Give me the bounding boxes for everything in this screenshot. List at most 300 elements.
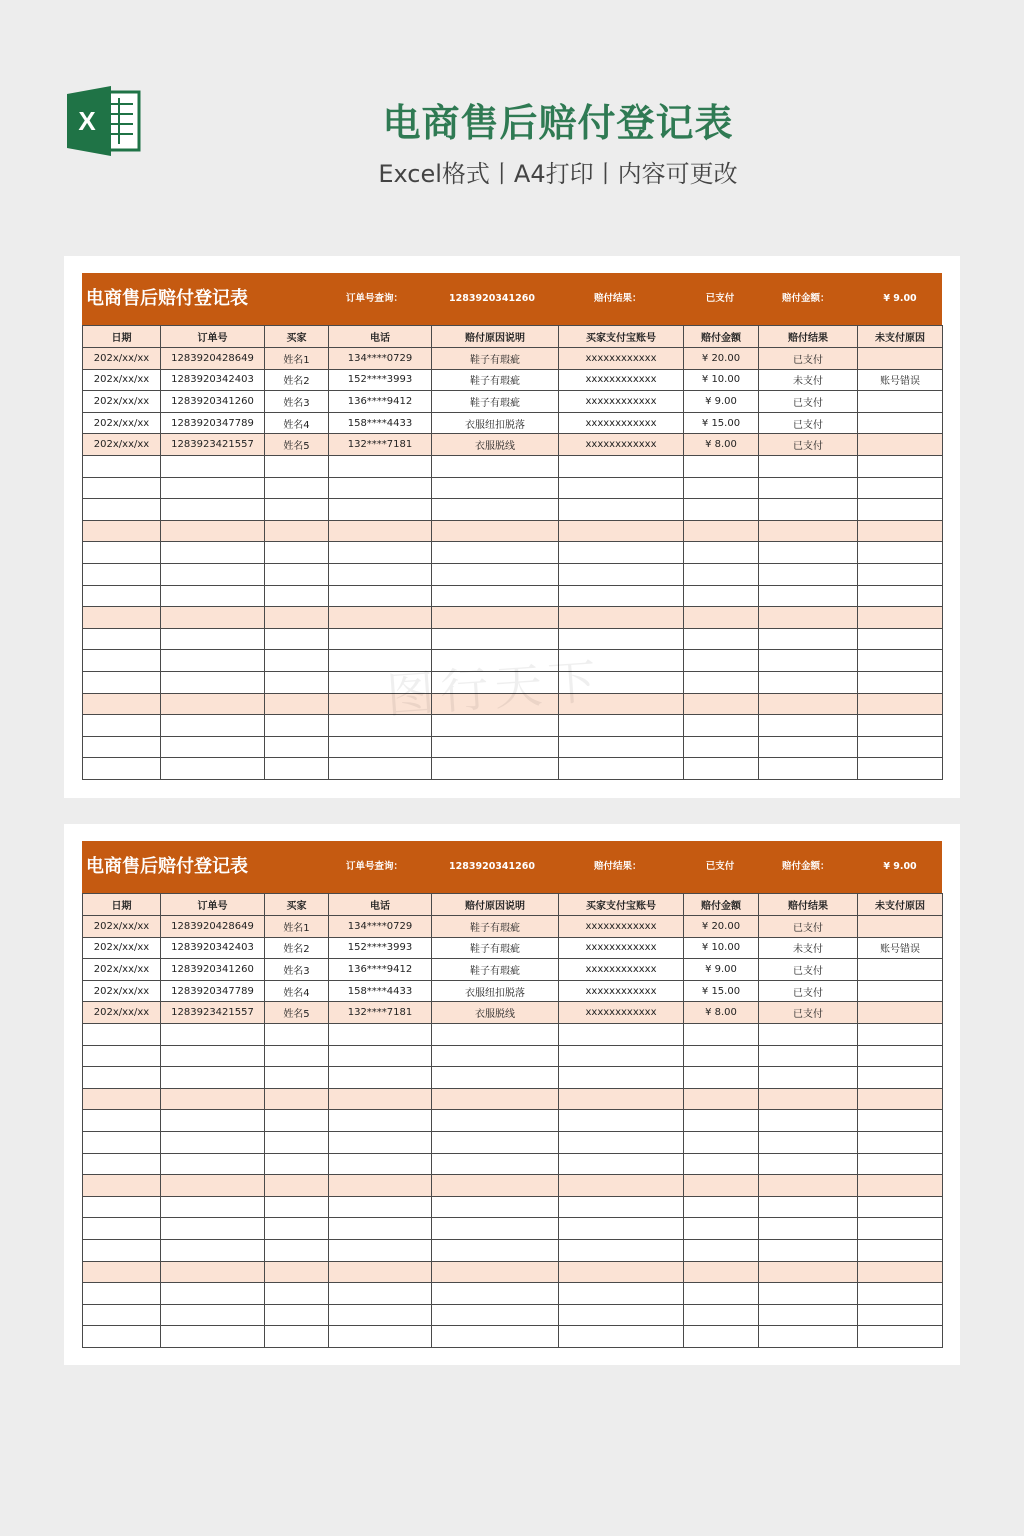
result-cell[interactable]: 已支付 xyxy=(759,916,858,938)
amount-cell[interactable]: ¥ 20.00 xyxy=(684,916,759,938)
result-cell[interactable] xyxy=(759,563,858,585)
amount-cell[interactable] xyxy=(684,650,759,672)
reason-cell[interactable] xyxy=(432,1326,559,1348)
reason-cell[interactable]: 鞋子有瑕疵 xyxy=(432,959,559,981)
phone-cell[interactable] xyxy=(329,542,432,564)
reason-cell[interactable]: 鞋子有瑕疵 xyxy=(432,937,559,959)
phone-cell[interactable]: 134****0729 xyxy=(329,916,432,938)
reason-cell[interactable] xyxy=(432,1175,559,1197)
phone-cell[interactable]: 136****9412 xyxy=(329,391,432,413)
date-cell[interactable] xyxy=(83,671,161,693)
phone-cell[interactable]: 158****4433 xyxy=(329,980,432,1002)
order-number-cell[interactable] xyxy=(161,628,265,650)
order-number-cell[interactable] xyxy=(161,736,265,758)
order-query-value[interactable]: 1283920341260 xyxy=(449,293,535,304)
date-cell[interactable] xyxy=(83,585,161,607)
phone-cell[interactable] xyxy=(329,1023,432,1045)
alipay-account-cell[interactable]: xxxxxxxxxxxx xyxy=(559,937,684,959)
alipay-account-cell[interactable] xyxy=(559,1283,684,1305)
unpaid-reason-cell[interactable] xyxy=(858,542,943,564)
buyer-cell[interactable] xyxy=(265,477,329,499)
unpaid-reason-cell[interactable] xyxy=(858,563,943,585)
amount-cell[interactable] xyxy=(684,758,759,780)
unpaid-reason-cell[interactable] xyxy=(858,1239,943,1261)
buyer-cell[interactable] xyxy=(265,1023,329,1045)
order-number-cell[interactable] xyxy=(161,1067,265,1089)
date-cell[interactable] xyxy=(83,1023,161,1045)
phone-cell[interactable] xyxy=(329,477,432,499)
buyer-cell[interactable] xyxy=(265,1067,329,1089)
date-cell[interactable] xyxy=(83,1261,161,1283)
alipay-account-cell[interactable] xyxy=(559,455,684,477)
phone-cell[interactable] xyxy=(329,758,432,780)
order-number-cell[interactable] xyxy=(161,585,265,607)
buyer-cell[interactable] xyxy=(265,1196,329,1218)
alipay-account-cell[interactable] xyxy=(559,693,684,715)
amount-cell[interactable]: ¥ 15.00 xyxy=(684,980,759,1002)
order-number-cell[interactable]: 1283920347789 xyxy=(161,980,265,1002)
unpaid-reason-cell[interactable] xyxy=(858,477,943,499)
date-cell[interactable] xyxy=(83,542,161,564)
phone-cell[interactable] xyxy=(329,520,432,542)
date-cell[interactable] xyxy=(83,1088,161,1110)
amount-cell[interactable] xyxy=(684,693,759,715)
result-cell[interactable] xyxy=(759,758,858,780)
reason-cell[interactable] xyxy=(432,477,559,499)
phone-cell[interactable] xyxy=(329,1218,432,1240)
result-cell[interactable] xyxy=(759,1023,858,1045)
order-number-cell[interactable] xyxy=(161,1239,265,1261)
phone-cell[interactable] xyxy=(329,563,432,585)
buyer-cell[interactable] xyxy=(265,542,329,564)
order-number-cell[interactable] xyxy=(161,542,265,564)
amount-cell[interactable] xyxy=(684,628,759,650)
order-number-cell[interactable] xyxy=(161,671,265,693)
result-cell[interactable]: 已支付 xyxy=(759,412,858,434)
buyer-cell[interactable]: 姓名3 xyxy=(265,391,329,413)
amount-cell[interactable] xyxy=(684,1131,759,1153)
amount-cell[interactable]: ¥ 9.00 xyxy=(684,391,759,413)
amount-cell[interactable]: ¥ 15.00 xyxy=(684,412,759,434)
order-number-cell[interactable]: 1283920347789 xyxy=(161,412,265,434)
unpaid-reason-cell[interactable] xyxy=(858,1196,943,1218)
alipay-account-cell[interactable] xyxy=(559,1153,684,1175)
amount-cell[interactable] xyxy=(684,715,759,737)
amount-cell[interactable] xyxy=(684,1283,759,1305)
order-number-cell[interactable] xyxy=(161,455,265,477)
unpaid-reason-cell[interactable] xyxy=(858,1088,943,1110)
order-number-cell[interactable]: 1283923421557 xyxy=(161,1002,265,1024)
order-number-cell[interactable] xyxy=(161,1326,265,1348)
unpaid-reason-cell[interactable] xyxy=(858,736,943,758)
reason-cell[interactable]: 鞋子有瑕疵 xyxy=(432,391,559,413)
date-cell[interactable]: 202x/xx/xx xyxy=(83,959,161,981)
buyer-cell[interactable] xyxy=(265,499,329,521)
unpaid-reason-cell[interactable] xyxy=(858,1283,943,1305)
alipay-account-cell[interactable] xyxy=(559,607,684,629)
amount-cell[interactable]: ¥ 10.00 xyxy=(684,369,759,391)
reason-cell[interactable]: 衣服脱线 xyxy=(432,434,559,456)
result-cell[interactable]: 已支付 xyxy=(759,980,858,1002)
buyer-cell[interactable] xyxy=(265,520,329,542)
reason-cell[interactable] xyxy=(432,1196,559,1218)
date-cell[interactable] xyxy=(83,1110,161,1132)
reason-cell[interactable] xyxy=(432,1261,559,1283)
alipay-account-cell[interactable]: xxxxxxxxxxxx xyxy=(559,348,684,370)
date-cell[interactable] xyxy=(83,1239,161,1261)
buyer-cell[interactable] xyxy=(265,715,329,737)
buyer-cell[interactable] xyxy=(265,1304,329,1326)
result-cell[interactable]: 已支付 xyxy=(759,391,858,413)
alipay-account-cell[interactable] xyxy=(559,671,684,693)
date-cell[interactable] xyxy=(83,1153,161,1175)
result-cell[interactable] xyxy=(759,607,858,629)
phone-cell[interactable] xyxy=(329,1261,432,1283)
phone-cell[interactable] xyxy=(329,671,432,693)
alipay-account-cell[interactable] xyxy=(559,499,684,521)
amount-cell[interactable]: ¥ 10.00 xyxy=(684,937,759,959)
phone-cell[interactable]: 132****7181 xyxy=(329,434,432,456)
alipay-account-cell[interactable] xyxy=(559,1218,684,1240)
alipay-account-cell[interactable] xyxy=(559,628,684,650)
alipay-account-cell[interactable] xyxy=(559,758,684,780)
amount-cell[interactable] xyxy=(684,1067,759,1089)
buyer-cell[interactable] xyxy=(265,1153,329,1175)
buyer-cell[interactable] xyxy=(265,1218,329,1240)
amount-cell[interactable] xyxy=(684,1110,759,1132)
reason-cell[interactable]: 鞋子有瑕疵 xyxy=(432,348,559,370)
amount-cell[interactable]: ¥ 8.00 xyxy=(684,1002,759,1024)
result-cell[interactable] xyxy=(759,1218,858,1240)
reason-cell[interactable] xyxy=(432,520,559,542)
date-cell[interactable] xyxy=(83,758,161,780)
result-cell[interactable] xyxy=(759,1088,858,1110)
order-number-cell[interactable] xyxy=(161,520,265,542)
alipay-account-cell[interactable]: xxxxxxxxxxxx xyxy=(559,916,684,938)
unpaid-reason-cell[interactable] xyxy=(858,607,943,629)
alipay-account-cell[interactable] xyxy=(559,1023,684,1045)
order-number-cell[interactable] xyxy=(161,499,265,521)
unpaid-reason-cell[interactable] xyxy=(858,1023,943,1045)
amount-cell[interactable] xyxy=(684,1175,759,1197)
date-cell[interactable] xyxy=(83,1304,161,1326)
order-number-cell[interactable] xyxy=(161,563,265,585)
date-cell[interactable] xyxy=(83,1283,161,1305)
reason-cell[interactable] xyxy=(432,1110,559,1132)
buyer-cell[interactable]: 姓名3 xyxy=(265,959,329,981)
date-cell[interactable]: 202x/xx/xx xyxy=(83,369,161,391)
reason-cell[interactable] xyxy=(432,1304,559,1326)
amount-cell[interactable] xyxy=(684,1304,759,1326)
buyer-cell[interactable] xyxy=(265,563,329,585)
unpaid-reason-cell[interactable] xyxy=(858,1045,943,1067)
order-number-cell[interactable] xyxy=(161,715,265,737)
alipay-account-cell[interactable] xyxy=(559,736,684,758)
phone-cell[interactable] xyxy=(329,607,432,629)
unpaid-reason-cell[interactable] xyxy=(858,628,943,650)
buyer-cell[interactable] xyxy=(265,758,329,780)
reason-cell[interactable] xyxy=(432,585,559,607)
phone-cell[interactable]: 136****9412 xyxy=(329,959,432,981)
result-cell[interactable] xyxy=(759,693,858,715)
date-cell[interactable] xyxy=(83,736,161,758)
phone-cell[interactable] xyxy=(329,1175,432,1197)
buyer-cell[interactable] xyxy=(265,736,329,758)
phone-cell[interactable] xyxy=(329,1239,432,1261)
reason-cell[interactable] xyxy=(432,1088,559,1110)
amount-cell[interactable] xyxy=(684,542,759,564)
order-number-cell[interactable]: 1283920342403 xyxy=(161,369,265,391)
alipay-account-cell[interactable] xyxy=(559,1196,684,1218)
date-cell[interactable] xyxy=(83,1067,161,1089)
alipay-account-cell[interactable] xyxy=(559,585,684,607)
date-cell[interactable] xyxy=(83,520,161,542)
result-cell[interactable]: 已支付 xyxy=(759,1002,858,1024)
result-cell[interactable] xyxy=(759,715,858,737)
result-cell[interactable] xyxy=(759,520,858,542)
result-cell[interactable] xyxy=(759,1304,858,1326)
buyer-cell[interactable]: 姓名5 xyxy=(265,1002,329,1024)
result-cell[interactable] xyxy=(759,650,858,672)
amount-cell[interactable]: ¥ 20.00 xyxy=(684,348,759,370)
amount-cell[interactable] xyxy=(684,477,759,499)
buyer-cell[interactable] xyxy=(265,1110,329,1132)
result-cell[interactable]: 已支付 xyxy=(759,959,858,981)
unpaid-reason-cell[interactable] xyxy=(858,1261,943,1283)
reason-cell[interactable] xyxy=(432,1023,559,1045)
alipay-account-cell[interactable]: xxxxxxxxxxxx xyxy=(559,980,684,1002)
phone-cell[interactable] xyxy=(329,1304,432,1326)
date-cell[interactable] xyxy=(83,1045,161,1067)
amount-cell[interactable] xyxy=(684,1326,759,1348)
unpaid-reason-cell[interactable] xyxy=(858,1067,943,1089)
phone-cell[interactable] xyxy=(329,1326,432,1348)
result-cell[interactable]: 未支付 xyxy=(759,937,858,959)
phone-cell[interactable] xyxy=(329,1196,432,1218)
amount-cell[interactable] xyxy=(684,499,759,521)
buyer-cell[interactable] xyxy=(265,671,329,693)
result-cell[interactable] xyxy=(759,1239,858,1261)
result-cell[interactable]: 已支付 xyxy=(759,348,858,370)
amount-cell[interactable] xyxy=(684,1088,759,1110)
unpaid-reason-cell[interactable] xyxy=(858,1304,943,1326)
unpaid-reason-cell[interactable] xyxy=(858,671,943,693)
buyer-cell[interactable] xyxy=(265,1088,329,1110)
alipay-account-cell[interactable] xyxy=(559,1175,684,1197)
amount-cell[interactable]: ¥ 9.00 xyxy=(684,959,759,981)
order-number-cell[interactable] xyxy=(161,1088,265,1110)
date-cell[interactable] xyxy=(83,455,161,477)
buyer-cell[interactable]: 姓名5 xyxy=(265,434,329,456)
order-query-value[interactable]: 1283920341260 xyxy=(449,861,535,872)
unpaid-reason-cell[interactable] xyxy=(858,959,943,981)
phone-cell[interactable]: 152****3993 xyxy=(329,369,432,391)
date-cell[interactable] xyxy=(83,628,161,650)
buyer-cell[interactable] xyxy=(265,1131,329,1153)
alipay-account-cell[interactable] xyxy=(559,650,684,672)
phone-cell[interactable]: 152****3993 xyxy=(329,937,432,959)
amount-cell[interactable] xyxy=(684,1218,759,1240)
reason-cell[interactable] xyxy=(432,628,559,650)
unpaid-reason-cell[interactable] xyxy=(858,1326,943,1348)
order-number-cell[interactable]: 1283920428649 xyxy=(161,916,265,938)
alipay-account-cell[interactable] xyxy=(559,1088,684,1110)
order-number-cell[interactable] xyxy=(161,1023,265,1045)
alipay-account-cell[interactable] xyxy=(559,715,684,737)
result-cell[interactable] xyxy=(759,1110,858,1132)
buyer-cell[interactable] xyxy=(265,693,329,715)
date-cell[interactable] xyxy=(83,1326,161,1348)
date-cell[interactable]: 202x/xx/xx xyxy=(83,391,161,413)
buyer-cell[interactable] xyxy=(265,455,329,477)
order-number-cell[interactable] xyxy=(161,1218,265,1240)
date-cell[interactable] xyxy=(83,1175,161,1197)
result-cell[interactable]: 已支付 xyxy=(759,434,858,456)
result-cell[interactable] xyxy=(759,1196,858,1218)
result-cell[interactable] xyxy=(759,1283,858,1305)
result-cell[interactable] xyxy=(759,542,858,564)
result-cell[interactable] xyxy=(759,1131,858,1153)
phone-cell[interactable] xyxy=(329,455,432,477)
phone-cell[interactable] xyxy=(329,715,432,737)
alipay-account-cell[interactable] xyxy=(559,1326,684,1348)
reason-cell[interactable]: 衣服纽扣脱落 xyxy=(432,412,559,434)
result-cell[interactable] xyxy=(759,1326,858,1348)
date-cell[interactable]: 202x/xx/xx xyxy=(83,937,161,959)
reason-cell[interactable] xyxy=(432,563,559,585)
unpaid-reason-cell[interactable] xyxy=(858,980,943,1002)
alipay-account-cell[interactable]: xxxxxxxxxxxx xyxy=(559,959,684,981)
alipay-account-cell[interactable] xyxy=(559,563,684,585)
result-cell[interactable] xyxy=(759,671,858,693)
unpaid-reason-cell[interactable] xyxy=(858,348,943,370)
unpaid-reason-cell[interactable] xyxy=(858,693,943,715)
reason-cell[interactable] xyxy=(432,671,559,693)
date-cell[interactable] xyxy=(83,715,161,737)
unpaid-reason-cell[interactable] xyxy=(858,455,943,477)
date-cell[interactable] xyxy=(83,563,161,585)
alipay-account-cell[interactable] xyxy=(559,520,684,542)
amount-cell[interactable] xyxy=(684,520,759,542)
unpaid-reason-cell[interactable] xyxy=(858,1218,943,1240)
unpaid-reason-cell[interactable] xyxy=(858,650,943,672)
amount-cell[interactable] xyxy=(684,736,759,758)
order-number-cell[interactable]: 1283920341260 xyxy=(161,391,265,413)
buyer-cell[interactable] xyxy=(265,1326,329,1348)
date-cell[interactable] xyxy=(83,693,161,715)
alipay-account-cell[interactable] xyxy=(559,477,684,499)
phone-cell[interactable] xyxy=(329,1067,432,1089)
order-number-cell[interactable] xyxy=(161,1175,265,1197)
unpaid-reason-cell[interactable] xyxy=(858,1002,943,1024)
alipay-account-cell[interactable]: xxxxxxxxxxxx xyxy=(559,391,684,413)
buyer-cell[interactable] xyxy=(265,1045,329,1067)
unpaid-reason-cell[interactable] xyxy=(858,1153,943,1175)
buyer-cell[interactable]: 姓名1 xyxy=(265,348,329,370)
buyer-cell[interactable]: 姓名4 xyxy=(265,980,329,1002)
alipay-account-cell[interactable] xyxy=(559,1261,684,1283)
reason-cell[interactable] xyxy=(432,650,559,672)
unpaid-reason-cell[interactable] xyxy=(858,412,943,434)
buyer-cell[interactable]: 姓名1 xyxy=(265,916,329,938)
unpaid-reason-cell[interactable] xyxy=(858,434,943,456)
order-number-cell[interactable] xyxy=(161,1110,265,1132)
unpaid-reason-cell[interactable] xyxy=(858,1131,943,1153)
phone-cell[interactable]: 158****4433 xyxy=(329,412,432,434)
order-number-cell[interactable] xyxy=(161,1196,265,1218)
order-number-cell[interactable] xyxy=(161,758,265,780)
order-number-cell[interactable] xyxy=(161,650,265,672)
phone-cell[interactable] xyxy=(329,499,432,521)
alipay-account-cell[interactable] xyxy=(559,1304,684,1326)
result-cell[interactable] xyxy=(759,585,858,607)
date-cell[interactable] xyxy=(83,1131,161,1153)
unpaid-reason-cell[interactable] xyxy=(858,1175,943,1197)
date-cell[interactable] xyxy=(83,1196,161,1218)
phone-cell[interactable]: 134****0729 xyxy=(329,348,432,370)
phone-cell[interactable] xyxy=(329,736,432,758)
phone-cell[interactable]: 132****7181 xyxy=(329,1002,432,1024)
alipay-account-cell[interactable] xyxy=(559,1045,684,1067)
phone-cell[interactable] xyxy=(329,628,432,650)
buyer-cell[interactable] xyxy=(265,1283,329,1305)
alipay-account-cell[interactable]: xxxxxxxxxxxx xyxy=(559,369,684,391)
reason-cell[interactable] xyxy=(432,1131,559,1153)
order-number-cell[interactable] xyxy=(161,1131,265,1153)
date-cell[interactable]: 202x/xx/xx xyxy=(83,412,161,434)
alipay-account-cell[interactable] xyxy=(559,1239,684,1261)
phone-cell[interactable] xyxy=(329,693,432,715)
reason-cell[interactable] xyxy=(432,542,559,564)
reason-cell[interactable]: 鞋子有瑕疵 xyxy=(432,916,559,938)
alipay-account-cell[interactable] xyxy=(559,1067,684,1089)
buyer-cell[interactable] xyxy=(265,650,329,672)
result-cell[interactable] xyxy=(759,455,858,477)
amount-cell[interactable] xyxy=(684,671,759,693)
amount-cell[interactable] xyxy=(684,1261,759,1283)
amount-cell[interactable] xyxy=(684,563,759,585)
reason-cell[interactable] xyxy=(432,1283,559,1305)
buyer-cell[interactable] xyxy=(265,585,329,607)
date-cell[interactable]: 202x/xx/xx xyxy=(83,916,161,938)
order-number-cell[interactable] xyxy=(161,1304,265,1326)
date-cell[interactable]: 202x/xx/xx xyxy=(83,434,161,456)
buyer-cell[interactable]: 姓名2 xyxy=(265,937,329,959)
amount-cell[interactable] xyxy=(684,607,759,629)
result-cell[interactable] xyxy=(759,1045,858,1067)
amount-cell[interactable] xyxy=(684,1153,759,1175)
phone-cell[interactable] xyxy=(329,1045,432,1067)
order-number-cell[interactable] xyxy=(161,1283,265,1305)
alipay-account-cell[interactable] xyxy=(559,1110,684,1132)
result-cell[interactable] xyxy=(759,736,858,758)
unpaid-reason-cell[interactable] xyxy=(858,520,943,542)
result-cell[interactable] xyxy=(759,477,858,499)
reason-cell[interactable] xyxy=(432,1153,559,1175)
alipay-account-cell[interactable] xyxy=(559,542,684,564)
amount-cell[interactable] xyxy=(684,455,759,477)
reason-cell[interactable] xyxy=(432,1045,559,1067)
reason-cell[interactable] xyxy=(432,1218,559,1240)
amount-cell[interactable]: ¥ 8.00 xyxy=(684,434,759,456)
date-cell[interactable] xyxy=(83,607,161,629)
alipay-account-cell[interactable]: xxxxxxxxxxxx xyxy=(559,434,684,456)
amount-cell[interactable] xyxy=(684,1023,759,1045)
amount-cell[interactable] xyxy=(684,585,759,607)
unpaid-reason-cell[interactable] xyxy=(858,916,943,938)
reason-cell[interactable]: 衣服纽扣脱落 xyxy=(432,980,559,1002)
alipay-account-cell[interactable] xyxy=(559,1131,684,1153)
